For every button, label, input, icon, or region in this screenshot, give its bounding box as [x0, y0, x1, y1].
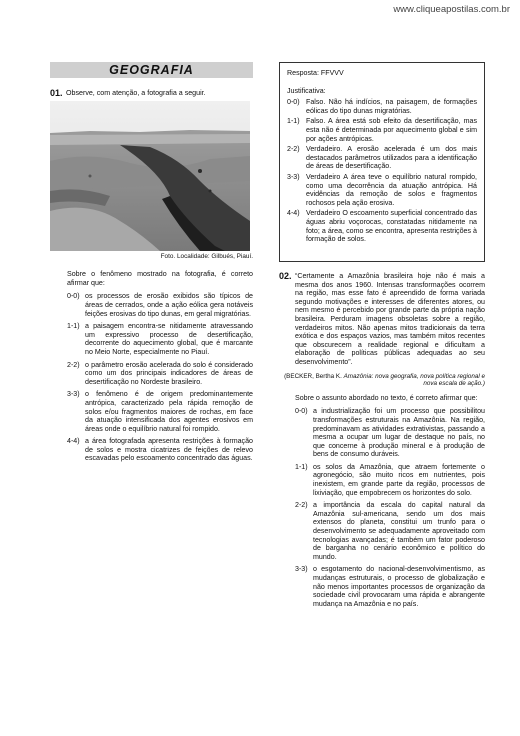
option-2-2: [279, 501, 485, 561]
item-code: 4-4): [287, 209, 300, 218]
option-code: 3-3): [67, 390, 80, 399]
option-0-0: [50, 292, 253, 318]
option-code: 2-2): [295, 501, 308, 510]
item-text: Falso. Não há indícios, na paisagem, de formações eólicas do tipo dunas migratórias.: [306, 98, 477, 115]
option-code: 1-1): [67, 322, 80, 331]
justification-item-1-1: [287, 117, 477, 143]
option-2-2: [50, 361, 253, 387]
source-author: (BECKER, Bertha K.: [284, 372, 342, 380]
option-text: o parâmetro erosão acelerada do solo é considerado como um dos principais indicadores de áreas de desertificação no Nordeste brasileiro.: [85, 360, 253, 386]
photo-caption: Foto. Localidade: Gilbués, Piauí.: [160, 252, 253, 260]
question-2-header: [279, 272, 485, 370]
source-title: Amazônia: nova geografia, nova política regional e nova escala de ação.): [343, 372, 485, 388]
item-text: Verdadeiro. A erosão acelerada é um dos mais destacados parâmetros utilizados para a identificação de áreas de desertificação.: [306, 145, 477, 171]
question-prompt: Observe, com atenção, a fotografia a seguir.: [66, 89, 206, 97]
option-4-4: [50, 437, 253, 463]
erosion-photo-image: [50, 101, 250, 251]
answer-box: [279, 62, 485, 262]
section-title: GEOGRAFIA: [50, 62, 253, 78]
question-intro: Sobre o assunto abordado no texto, é correto afirmar que:: [295, 393, 478, 402]
item-code: 1-1): [287, 117, 300, 126]
item-text: Verdadeiro A área teve o equilíbrio natural rompido, como uma decorrência da atuação antrópica. Há evidências da remoção de solos e fragmentos rochosos pela ação erosiva.: [306, 172, 477, 207]
option-0-0: [279, 407, 485, 459]
option-text: os solos da Amazônia, que atraem fortemente o agronegócio, são muito ricos em nutrientes, pois inexistem, em grande parte da região, processos de lixiviação, que empobrecem os horizontes do solo.: [313, 462, 485, 497]
option-text: a paisagem encontra-se nitidamente atravessando um expressivo processo de desertificação, decorrente do aquecimento global, que é marcante no Meio Norte, especialmente no Piauí.: [85, 322, 253, 356]
item-text: Verdadeiro O escoamento superficial concentrado das águas abriu voçorocas, constatadas nitidamente na foto; a área, como se encontra, apresenta restrições à formação de solos.: [306, 209, 477, 244]
question-number: 01.: [50, 88, 63, 98]
option-text: os processos de erosão exibidos são típicos de áreas de cerrados, onde a ação eólica gera notáveis feições erosivas do tipo dunas, em geral migratórias.: [85, 292, 253, 318]
justification-item-0-0: [287, 98, 477, 115]
site-url[interactable]: www.cliqueapostilas.com.br: [393, 4, 510, 15]
erosion-photo: [50, 101, 250, 251]
item-code: 3-3): [287, 172, 300, 181]
left-column: [50, 62, 253, 467]
right-column: [279, 62, 485, 612]
question-intro: Sobre o fenômeno mostrado na fotografia, é correto afirmar que:: [67, 270, 253, 287]
answer-response: Resposta: FFVVV: [287, 69, 344, 77]
option-text: a área fotografada apresenta restrições à formação de solos e mostra cicatrizes de feições de relevo escavadas pelo escoamento concentrado das águas.: [85, 437, 253, 463]
option-code: 0-0): [67, 292, 80, 301]
item-code: 0-0): [287, 98, 300, 107]
justification-label: Justificativa:: [287, 86, 326, 95]
option-text: o esgotamento do nacional-desenvolvimentismo, as mudanças estruturais, o processo de globalização e não menos importantes processos de organização da sociedade civil provocaram uma rápida e abrangente mudança na Amazônia e no país.: [313, 565, 485, 608]
question-quote: “Certamente a Amazônia brasileira hoje não é mais a mesma dos anos 1960. Intensas transformações ocorrem na região, mas esse fato é apreendido de forma variada segundo motivações e interesses de diferentes atores, ou nem mesmo é percebido por grande parte da própria nação brasileira. Perduram imagens obsoletas sobre a região, verdadeiros mitos. Não apenas mitos tradicionais da terra exótica e dos espaços vazios, mas também mitos recentes que obscurecem a realidade regional e dificultam a elaboração de políticas públicas adequadas ao seu desenvolvimento”.: [295, 272, 485, 366]
option-text: o fenômeno é de origem predominantemente antrópica, caracterizado pela rápida remoção de solos e/ou fragmentos maiores de rochas, em face da atuação intensificada dos agentes erosivos em áreas onde o equilíbrio natural foi rompido.: [85, 390, 253, 433]
option-code: 0-0): [295, 407, 308, 416]
option-text: a importância da escala do capital natural da Amazônia sul-americana, sendo um dos mais extensos do planeta, constitui um trunfo para o desenvolvimento se adequadamente aproveitado com tecnologias avançadas; é também um fator poderoso de barganha no cenário econômico e político do mundo.: [313, 501, 485, 561]
question-number: 02.: [279, 271, 292, 281]
option-3-3: [279, 565, 485, 608]
justification-item-4-4: [287, 209, 477, 243]
justification-item-3-3: [287, 173, 477, 207]
option-1-1: [279, 463, 485, 497]
option-text: a industrialização foi um processo que possibilitou transformações estruturais na Amazônia. Na região, predominavam as atividades extrativistas, passando a mesma a ocupar um lugar de destaque no país, no que concerne à produção mineral e à produção de bens de consumo duráveis.: [313, 407, 485, 459]
option-code: 1-1): [295, 462, 308, 471]
question-1-header: [50, 89, 253, 98]
option-code: 2-2): [67, 360, 80, 369]
option-1-1: [50, 322, 253, 356]
justification-item-2-2: [287, 145, 477, 171]
item-text: Falso. A área está sob efeito da desertificação, mas esta não é determinada por aquecimento global e sim por ações antrópicas.: [306, 117, 477, 143]
option-code: 3-3): [295, 565, 308, 574]
quote-source: [279, 373, 485, 388]
item-code: 2-2): [287, 145, 300, 154]
option-code: 4-4): [67, 437, 80, 446]
option-3-3: [50, 390, 253, 433]
